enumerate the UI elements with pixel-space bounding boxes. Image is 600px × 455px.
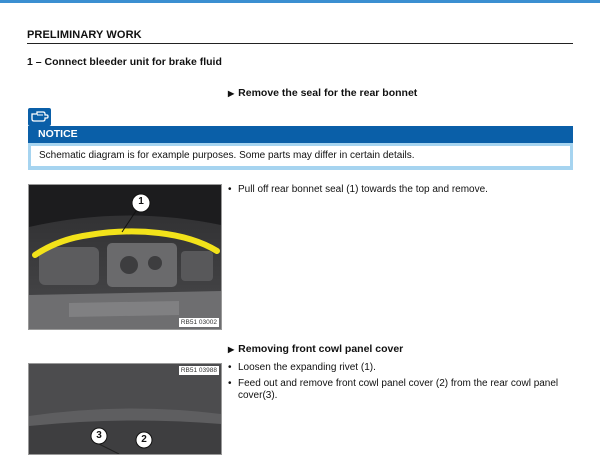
- notice-box: [28, 126, 573, 170]
- subheading-remove-cowl: [228, 343, 403, 355]
- instruction-text: Pull off rear bonnet seal (1) towards the top and remove.: [238, 184, 488, 195]
- notice-header: NOTICE: [28, 126, 573, 143]
- engine-bay-illustration: [29, 185, 221, 329]
- arrow-right-icon: ▶: [228, 345, 235, 354]
- bullet-icon: •: [228, 184, 232, 195]
- callout-1: 1: [138, 196, 144, 207]
- cowl-panel-illustration: [29, 364, 221, 454]
- notice-body-frame: [28, 143, 573, 170]
- step-title: 1 – Connect bleeder unit for brake fluid: [27, 56, 222, 68]
- callout-2: 2: [141, 434, 147, 445]
- figure2-label: RB51 03988: [180, 367, 217, 374]
- subheading-remove-seal-text: Remove the seal for the rear bonnet: [238, 87, 418, 99]
- subheading-remove-seal: [228, 87, 417, 99]
- hand-pointer-icon: [28, 108, 51, 126]
- notice-body-text: Schematic diagram is for example purposes. Some parts may differ in certain details.: [31, 146, 570, 166]
- bullet-icon: •: [228, 362, 232, 373]
- instruction-cowl-1: [228, 362, 568, 374]
- subheading-remove-cowl-text: Removing front cowl panel cover: [238, 343, 404, 355]
- section-title: PRELIMINARY WORK: [27, 29, 142, 41]
- header-accent-bar: [0, 0, 600, 3]
- cowl-panel-figure: [28, 363, 222, 455]
- instruction-cowl-2: [228, 378, 568, 402]
- instruction-text: Loosen the expanding rivet (1).: [238, 362, 376, 373]
- engine-bay-figure: [28, 184, 222, 330]
- figure1-label: RB51 03002: [180, 319, 217, 326]
- instruction-seal-1: [228, 184, 568, 196]
- section-divider: [27, 43, 573, 44]
- arrow-right-icon: ▶: [228, 89, 235, 98]
- instruction-text: Feed out and remove front cowl panel cover (2) from the rear cowl panel cover(3).: [238, 378, 559, 401]
- bullet-icon: •: [228, 378, 232, 389]
- callout-3: 3: [96, 430, 102, 441]
